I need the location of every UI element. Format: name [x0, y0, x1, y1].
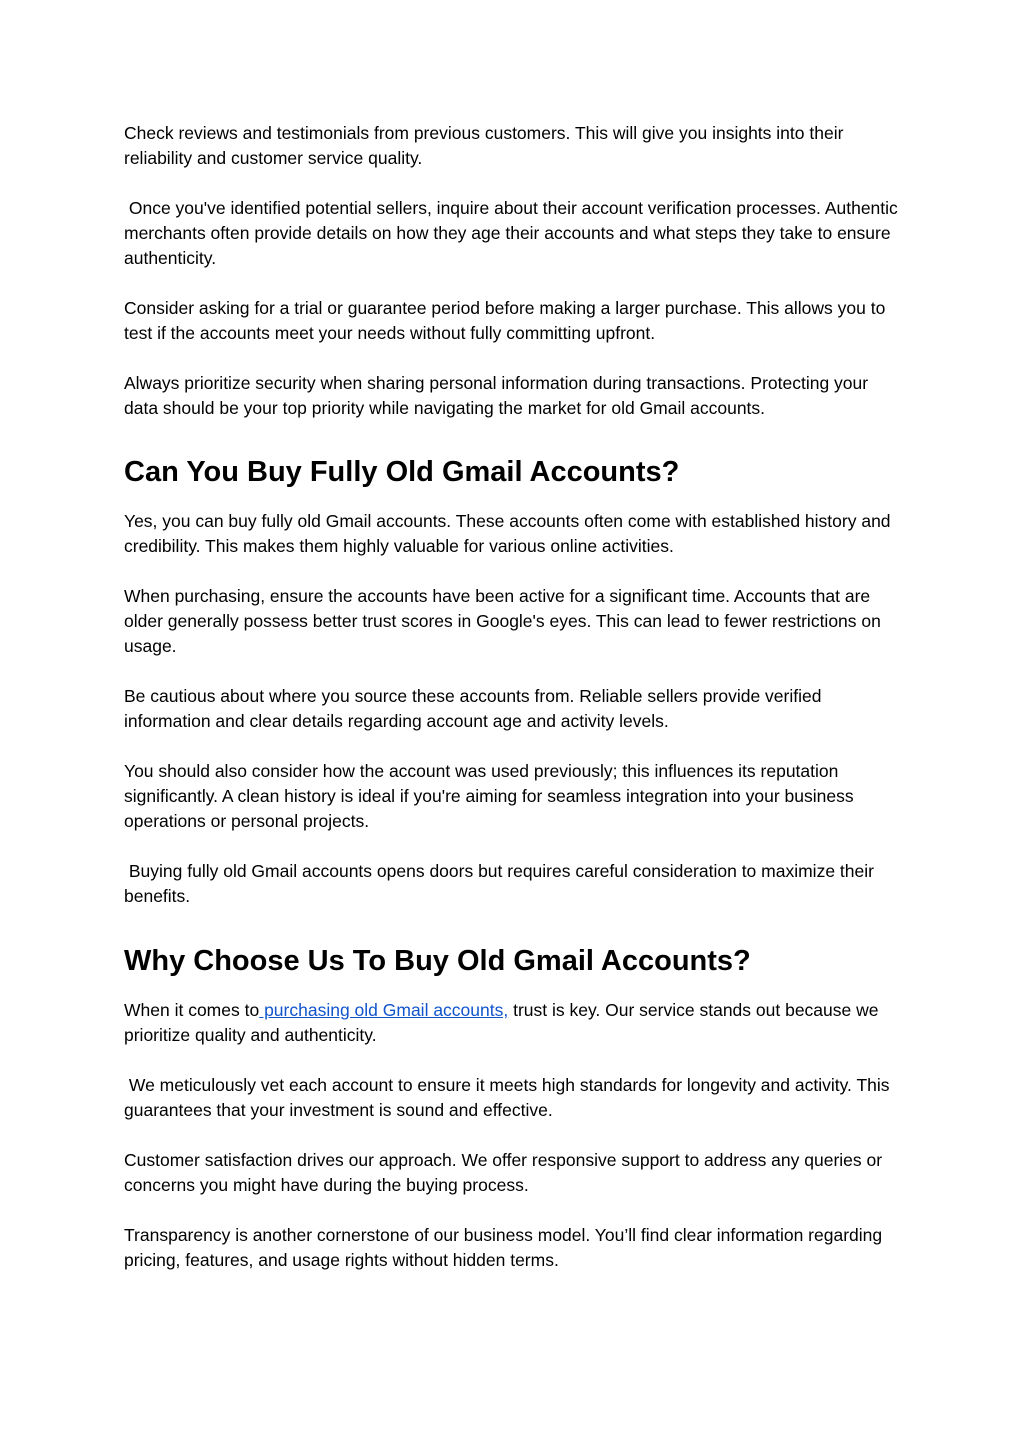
- paragraph: Transparency is another cornerstone of our business model. You’ll find clear information regarding pricing, features, and usage rights without hidden terms.: [124, 1225, 883, 1270]
- paragraph: When purchasing, ensure the accounts have been active for a significant time. Accounts that are older generally possess better trust scores in Google's eyes. This can lead to fewer restrictions on usage.: [124, 586, 881, 656]
- section-heading: Why Choose Us To Buy Old Gmail Accounts?: [124, 945, 751, 977]
- paragraph: Yes, you can buy fully old Gmail accounts. These accounts often come with established history and credibility. This makes them highly valuable for various online activities.: [124, 511, 891, 556]
- paragraph: Consider asking for a trial or guarantee period before making a larger purchase. This allows you to test if the accounts meet your needs without fully committing upfront.: [124, 298, 886, 343]
- paragraph: Buying fully old Gmail accounts opens doors but requires careful consideration to maximize their benefits.: [124, 861, 874, 906]
- paragraph: You should also consider how the account was used previously; this influences its reputation significantly. A clean history is ideal if you're aiming for seamless integration into your business operations or personal projects.: [124, 761, 854, 831]
- paragraph: Once you've identified potential sellers, inquire about their account verification processes. Authentic merchants often provide details on how they age their accounts and what steps they take to ensure authenticity.: [124, 198, 898, 268]
- purchasing-link[interactable]: purchasing old Gmail accounts,: [259, 1000, 509, 1020]
- document-page: [124, 121, 904, 1273]
- paragraph: Be cautious about where you source these accounts from. Reliable sellers provide verified information and clear details regarding account age and activity levels.: [124, 686, 822, 731]
- paragraph: Always prioritize security when sharing personal information during transactions. Protecting your data should be your top priority while navigating the market for old Gmail accounts.: [124, 373, 869, 418]
- paragraph-text: When it comes to: [124, 1000, 260, 1020]
- paragraph-text: trust is key. Our service stands out because we prioritize quality and authenticity.: [124, 1000, 879, 1045]
- paragraph-with-link: [124, 998, 904, 1048]
- paragraph: Customer satisfaction drives our approach. We offer responsive support to address any queries or concerns you might have during the buying process.: [124, 1150, 883, 1195]
- paragraph: Check reviews and testimonials from previous customers. This will give you insights into their reliability and customer service quality.: [124, 123, 844, 168]
- paragraph: We meticulously vet each account to ensure it meets high standards for longevity and activity. This guarantees that your investment is sound and effective.: [124, 1075, 890, 1120]
- section-heading: Can You Buy Fully Old Gmail Accounts?: [124, 456, 680, 488]
